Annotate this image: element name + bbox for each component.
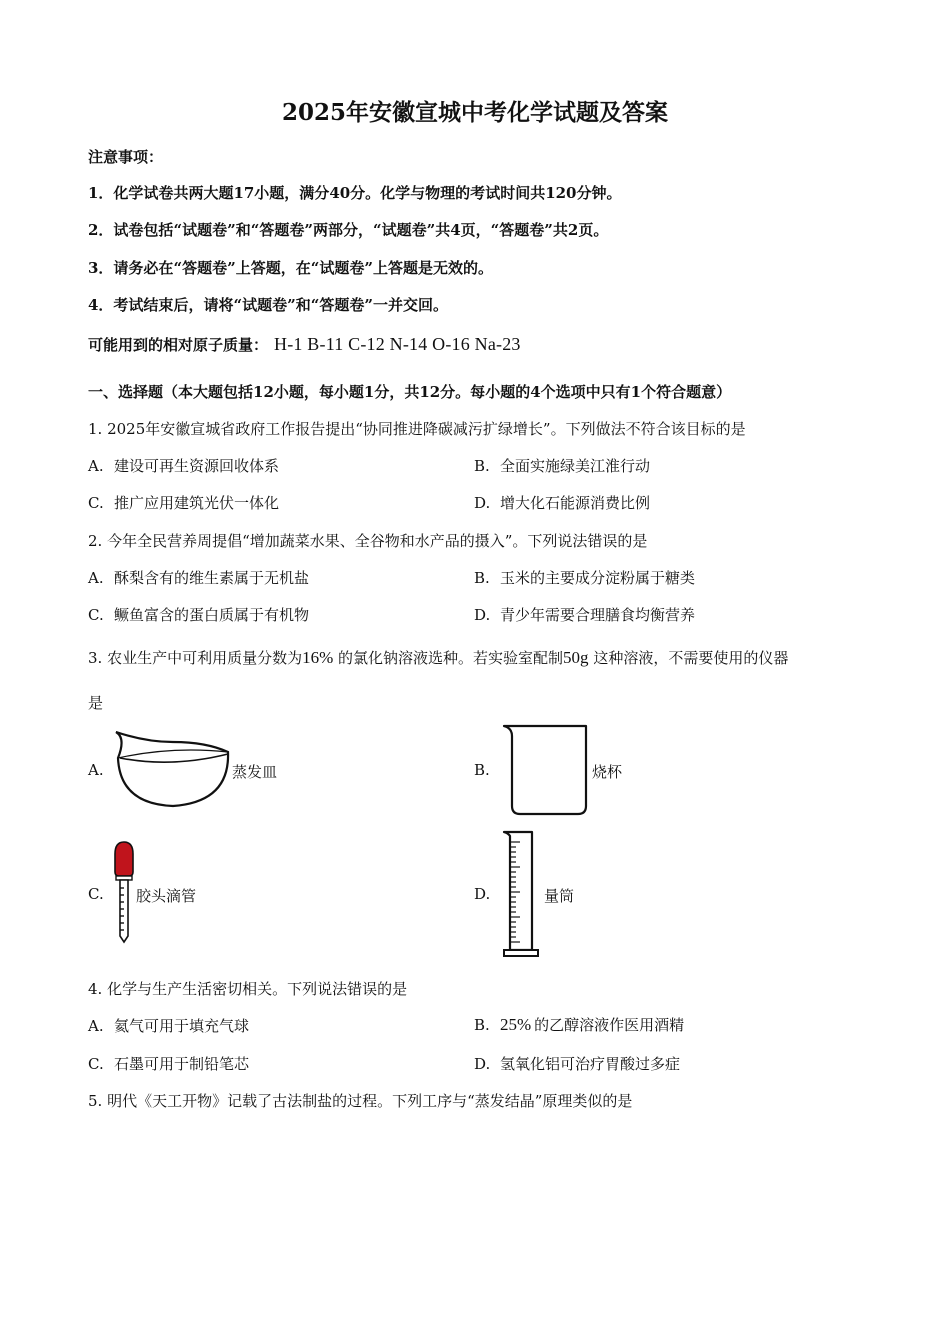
q2-option-b: B. 玉米的主要成分淀粉属于糖类 — [474, 569, 696, 587]
q3-percent: 16% — [302, 648, 334, 667]
atomic-mass-values: H-1 B-11 C-12 N-14 O-16 Na-23 — [274, 334, 521, 354]
question-5-stem: 5. 明代《天工开物》记载了古法制盐的过程。下列工序与“蒸发结晶”原理类似的是 — [88, 1092, 633, 1110]
q1-option-c: C. 推广应用建筑光伏一体化 — [88, 494, 280, 512]
notice-item-1: 1．化学试卷共两大题17小题，满分40分。化学与物理的考试时间共120分钟。 — [88, 184, 622, 202]
q4-option-c: C. 石墨可用于制铅笔芯 — [88, 1055, 250, 1073]
q3-option-a-letter: A. — [88, 761, 104, 779]
q3-option-a-label: 蒸发皿 — [232, 763, 278, 781]
q2-option-d: D. 青少年需要合理膳食均衡营养 — [474, 606, 696, 624]
q3-option-d-letter: D. — [474, 885, 491, 903]
q3-mass: 50g — [563, 648, 589, 667]
notice-item-4: 4．考试结束后，请将“试题卷”和“答题卷”一并交回。 — [88, 296, 448, 314]
beaker-icon — [500, 722, 592, 816]
atomic-mass-line — [88, 334, 521, 355]
question-3-stem-end: 是 — [88, 694, 104, 712]
question-2-stem: 2. 今年全民营养周提倡“增加蔬菜水果、全谷物和水产品的摄入”。下列说法错误的是 — [88, 532, 648, 550]
notice-item-2: 2．试卷包括“试题卷”和“答题卷”两部分，“试题卷”共4页，“答题卷”共2页。 — [88, 221, 609, 239]
atomic-mass-label: 可能用到的相对原子质量： — [88, 336, 269, 354]
graduated-cylinder-icon — [500, 828, 544, 960]
dropper-icon — [110, 840, 138, 944]
evaporating-dish-icon — [112, 722, 234, 810]
q1-option-a: A. 建设可再生资源回收体系 — [88, 457, 280, 475]
q4-option-d: D. 氢氧化铝可治疗胃酸过多症 — [474, 1055, 681, 1073]
q4-option-a: A. 氦气可用于填充气球 — [88, 1017, 250, 1035]
notice-heading: 注意事项： — [88, 148, 164, 166]
q1-option-b: B. 全面实施绿美江淮行动 — [474, 457, 651, 475]
q2-option-c: C. 鳜鱼富含的蛋白质属于有机物 — [88, 606, 310, 624]
q3-option-d-label: 量筒 — [544, 887, 575, 905]
q3-option-b-letter: B. — [474, 761, 490, 779]
page-title: 2025年安徽宣城中考化学试题及答案 — [281, 99, 668, 126]
section-heading: 一、选择题（本大题包括12小题，每小题1分，共12分。每小题的4个选项中只有1个符合题意） — [88, 383, 732, 401]
q3-option-c-letter: C. — [88, 885, 104, 903]
q4-option-b: B. 25% 的乙醇溶液作医用酒精 — [474, 1015, 685, 1034]
question-4-stem: 4. 化学与生产生活密切相关。下列说法错误的是 — [88, 980, 408, 998]
q3-option-b-label: 烧杯 — [592, 763, 623, 781]
question-1-stem: 1. 2025年安徽宣城省政府工作报告提出“协同推进降碳减污扩绿增长”。下列做法不符合该目标的是 — [88, 420, 746, 438]
q1-option-d: D. 增大化石能源消费比例 — [474, 494, 651, 512]
question-3-stem: 3. 农业生产中可利用质量分数为16% 的氯化钠溶液选种。若实验室配制50g 这种溶液，不需要使用的仪器 — [88, 648, 789, 667]
q3-option-c-label: 胶头滴管 — [136, 887, 197, 905]
q2-option-a: A. 酥梨含有的维生素属于无机盐 — [88, 569, 310, 587]
q4-percent: 25% — [500, 1015, 532, 1034]
notice-item-3: 3．请务必在“答题卷”上答题，在“试题卷”上答题是无效的。 — [88, 259, 493, 277]
